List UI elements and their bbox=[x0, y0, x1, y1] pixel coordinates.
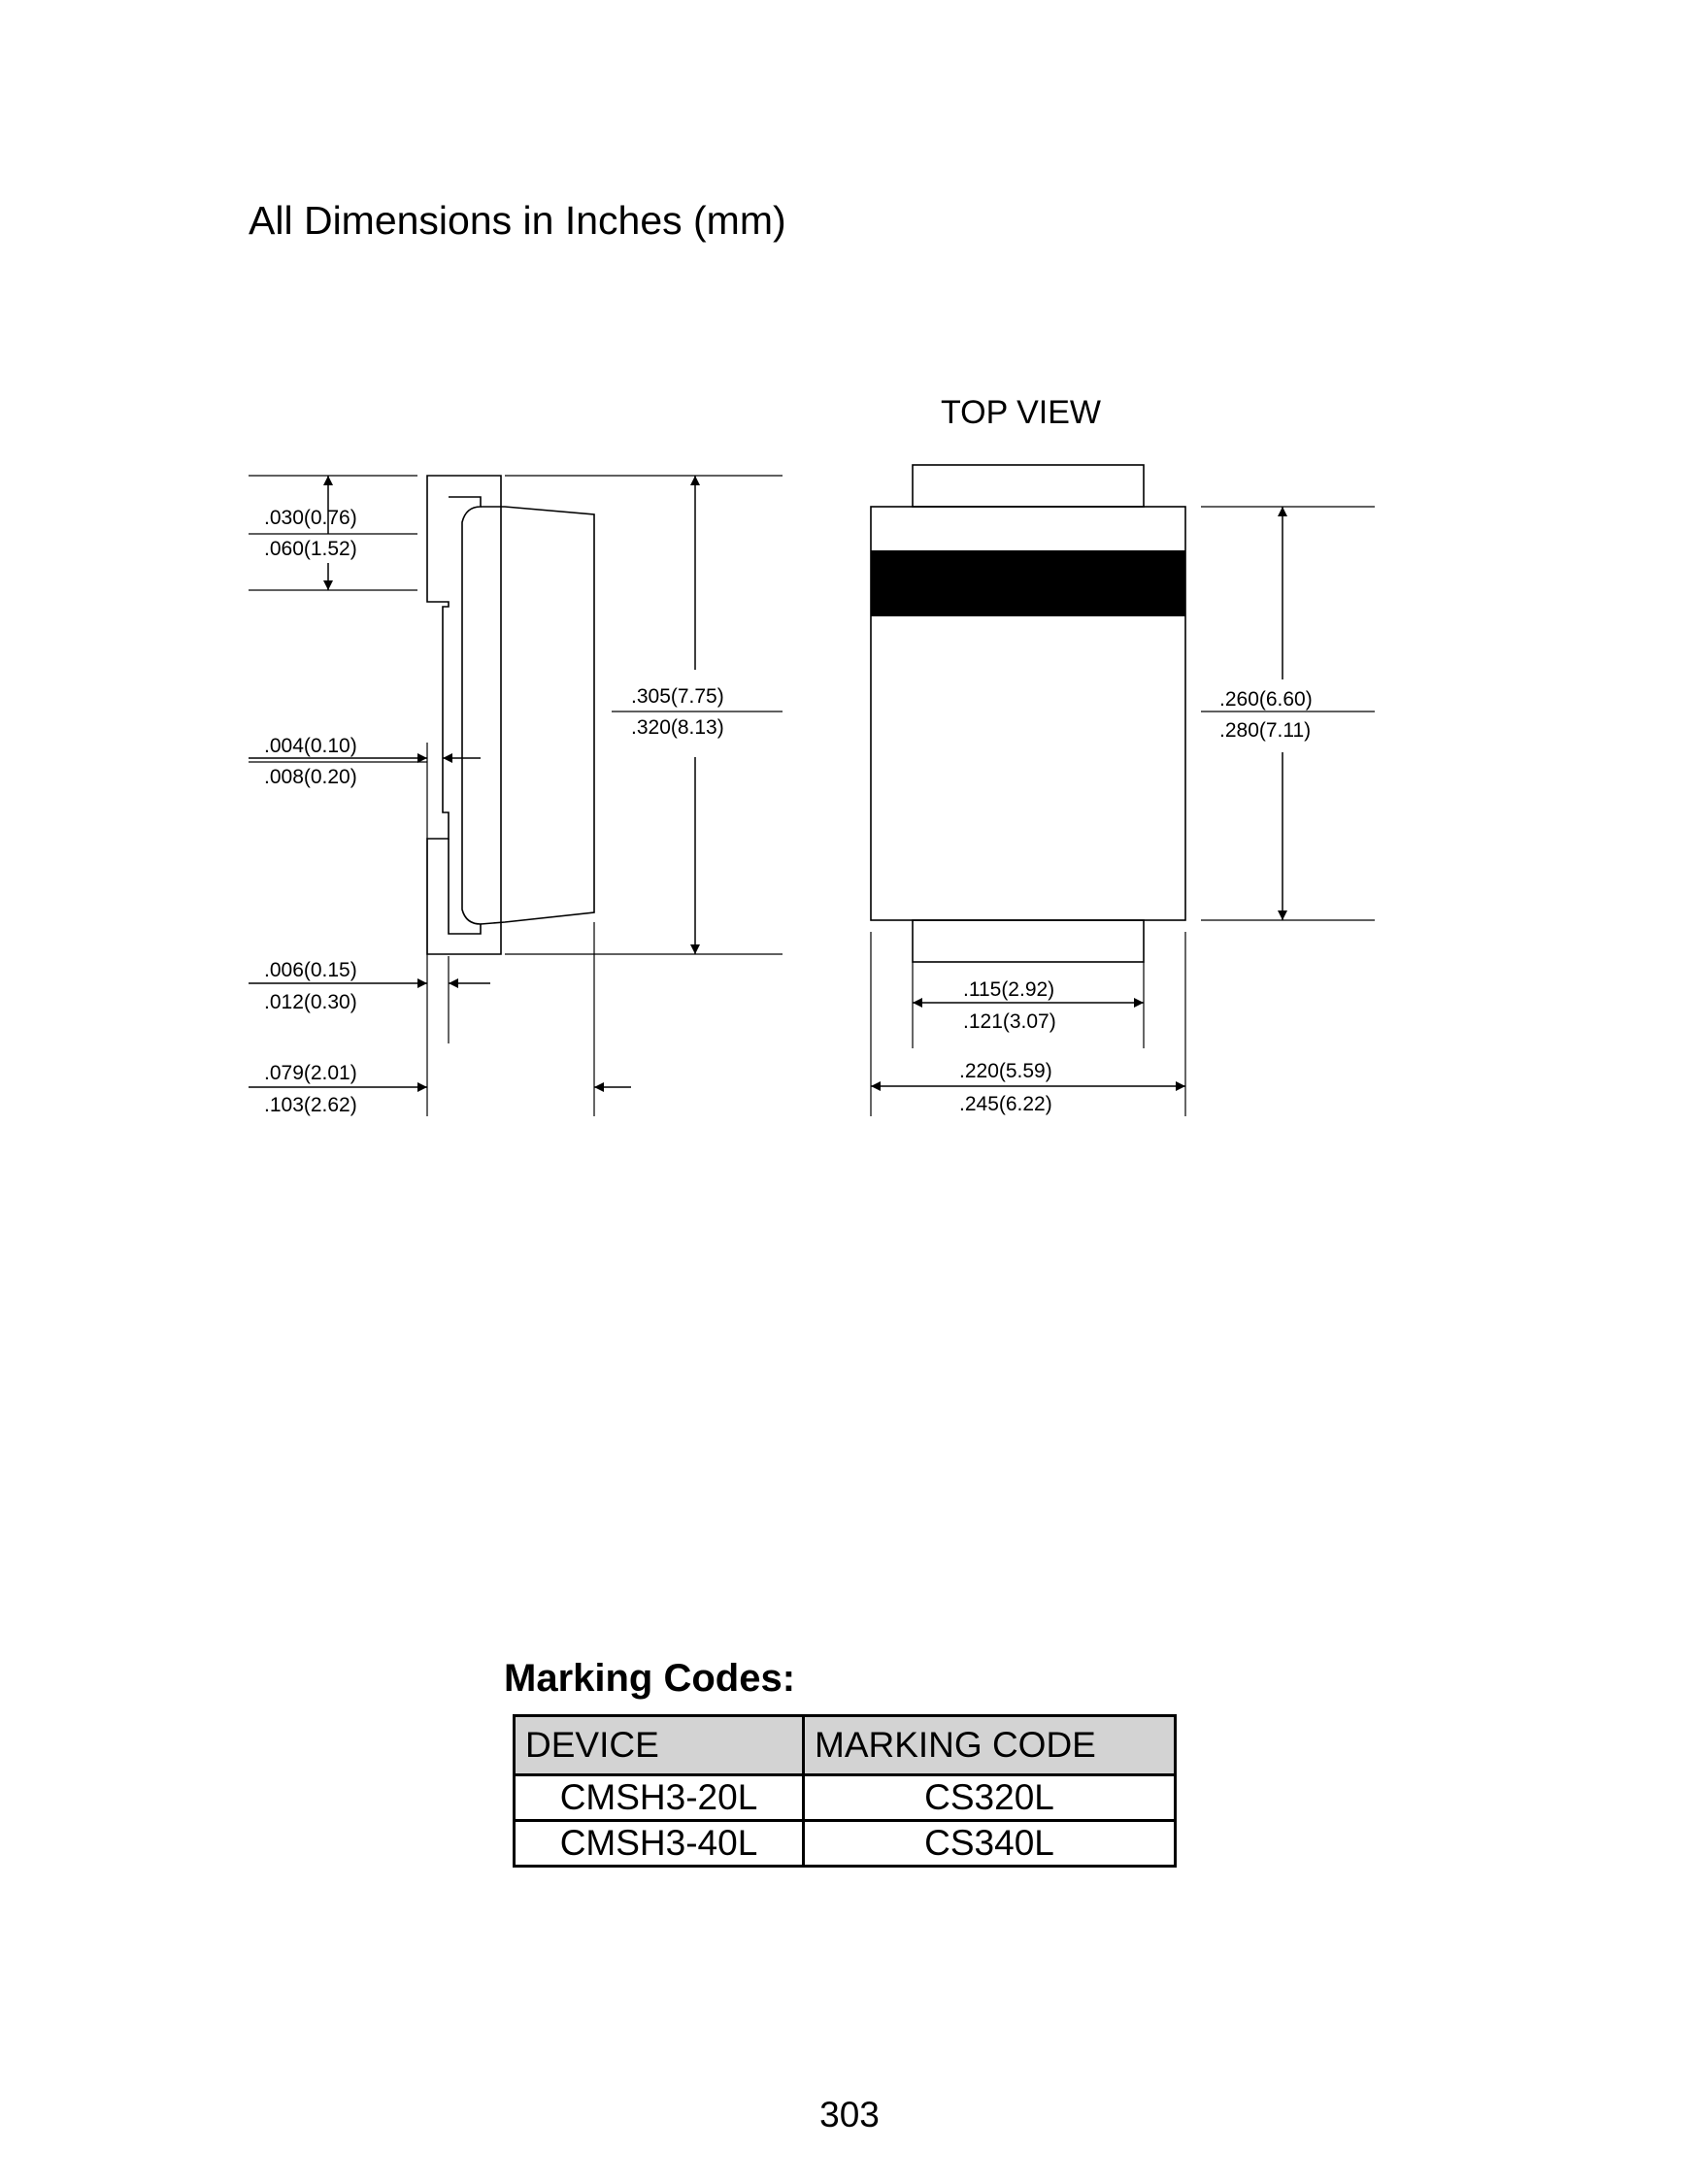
body-width-min-label: .220(5.59) bbox=[959, 1060, 1052, 1082]
lead-thickness-max-label: .008(0.20) bbox=[264, 766, 357, 788]
overall-length-min-label: .305(7.75) bbox=[631, 685, 724, 708]
side-view bbox=[427, 476, 594, 954]
body-width-max-label: .245(6.22) bbox=[959, 1093, 1052, 1115]
table-header-row bbox=[515, 1716, 1176, 1775]
lead-height-max-label: .060(1.52) bbox=[264, 538, 357, 560]
body-length-min-label: .260(6.60) bbox=[1219, 688, 1313, 711]
marking-code-column-header: MARKING CODE bbox=[804, 1716, 1176, 1775]
page-title: All Dimensions in Inches (mm) bbox=[249, 198, 786, 243]
side-view-lead-outline bbox=[427, 476, 501, 954]
marking-codes-title: Marking Codes: bbox=[504, 1657, 796, 1700]
height-max-label: .103(2.62) bbox=[264, 1094, 357, 1116]
lead-height-min-label: .030(0.76) bbox=[264, 507, 357, 529]
top-view-labels bbox=[959, 688, 1313, 1115]
overall-length-max-label: .320(8.13) bbox=[631, 716, 724, 739]
side-view-body bbox=[481, 507, 594, 924]
top-view-lower-lead bbox=[913, 920, 1144, 962]
top-view-label: TOP VIEW bbox=[941, 394, 1102, 431]
body-length-max-label: .280(7.11) bbox=[1219, 719, 1312, 742]
lead-width-min-label: .115(2.92) bbox=[963, 978, 1055, 1001]
height-min-label: .079(2.01) bbox=[264, 1062, 357, 1084]
side-view-labels bbox=[264, 507, 724, 1116]
lead-gap-max-label: .012(0.30) bbox=[264, 991, 357, 1013]
side-view-inner-lead bbox=[449, 497, 481, 934]
lead-thickness-min-label: .004(0.10) bbox=[264, 735, 357, 757]
top-view bbox=[871, 465, 1185, 962]
lead-gap-min-label: .006(0.15) bbox=[264, 959, 357, 981]
device-cell: CMSH3-40L bbox=[515, 1821, 804, 1867]
marking-code-cell: CS320L bbox=[804, 1775, 1176, 1821]
page-number: 303 bbox=[819, 2095, 880, 2134]
marking-codes-table bbox=[513, 1714, 1177, 1868]
top-view-upper-lead bbox=[913, 465, 1144, 507]
table-row bbox=[515, 1821, 1176, 1867]
lead-width-max-label: .121(3.07) bbox=[963, 1010, 1056, 1033]
device-column-header: DEVICE bbox=[515, 1716, 804, 1775]
marking-code-cell: CS340L bbox=[804, 1821, 1176, 1867]
cathode-band bbox=[871, 550, 1185, 616]
device-cell: CMSH3-20L bbox=[515, 1775, 804, 1821]
table-row bbox=[515, 1775, 1176, 1821]
